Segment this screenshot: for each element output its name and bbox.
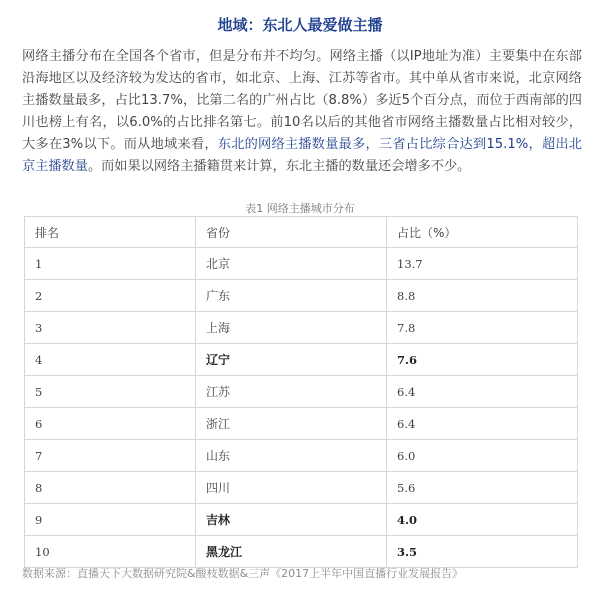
cell-province: 浙江 (196, 408, 387, 440)
paragraph-text: 网络主播分布在全国各个省市，但是分布并不均匀。网络主播（以IP地址为准）主要集中在东部沿海地区以及经济较为发达的省市，如北京、上海、江苏等省市。其中单从省市来说，北京网络主播数量最多，占比13.7%，比第二名的广州占比（8.8%）多近5个百分点，而位于西南部的四川也榜上有名，以6.0%的占比排名第七。前10名以后的其他省市网络主播数量占比相对较少，大多在3%以下。而从地域来看， (22, 49, 582, 152)
cell-rank: 2 (25, 280, 196, 312)
cell-share: 7.8 (387, 312, 578, 344)
cell-share: 6.4 (387, 408, 578, 440)
cell-rank: 9 (25, 504, 196, 536)
table-header-row (25, 217, 578, 248)
cell-share: 4.0 (387, 504, 578, 536)
cell-province: 辽宁 (196, 344, 387, 376)
paragraph-highlight: 东北的网络主播数量最多，三省占比综合达到15.1%，超出北京主播数量 (22, 137, 582, 174)
cell-share: 7.6 (387, 344, 578, 376)
table-row (25, 408, 578, 440)
table-row (25, 344, 578, 376)
header-rank: 排名 (25, 217, 196, 248)
data-source-note: 数据来源：直播天下大数据研究院&酸枝数据&三声《2017上半年中国直播行业发展报告》 (22, 567, 464, 580)
cell-rank: 3 (25, 312, 196, 344)
table-row (25, 536, 578, 568)
paragraph-text: 。而如果以网络主播籍贯来计算，东北主播的数量还会增多不少。 (87, 159, 471, 174)
cell-province: 山东 (196, 440, 387, 472)
cell-province: 江苏 (196, 376, 387, 408)
table-row (25, 440, 578, 472)
cell-rank: 6 (25, 408, 196, 440)
cell-province: 广东 (196, 280, 387, 312)
table-caption: 表1 网络主播城市分布 (245, 202, 355, 215)
cell-share: 5.6 (387, 472, 578, 504)
cell-rank: 1 (25, 248, 196, 280)
cell-rank: 7 (25, 440, 196, 472)
cell-share: 8.8 (387, 280, 578, 312)
cell-province: 上海 (196, 312, 387, 344)
cell-share: 3.5 (387, 536, 578, 568)
cell-rank: 4 (25, 344, 196, 376)
cell-rank: 5 (25, 376, 196, 408)
cell-province: 北京 (196, 248, 387, 280)
city-distribution-table (24, 216, 578, 568)
cell-share: 6.0 (387, 440, 578, 472)
cell-province: 黑龙江 (196, 536, 387, 568)
cell-rank: 8 (25, 472, 196, 504)
cell-share: 6.4 (387, 376, 578, 408)
table-body (25, 248, 578, 568)
table-row (25, 312, 578, 344)
table-row (25, 248, 578, 280)
table-row (25, 472, 578, 504)
cell-province: 吉林 (196, 504, 387, 536)
table-row (25, 504, 578, 536)
cell-share: 13.7 (387, 248, 578, 280)
article-paragraph (22, 46, 582, 178)
table-row (25, 280, 578, 312)
header-province: 省份 (196, 217, 387, 248)
article-title: 地域：东北人最爱做主播 (217, 16, 383, 34)
cell-province: 四川 (196, 472, 387, 504)
header-share: 占比（%） (387, 217, 578, 248)
cell-rank: 10 (25, 536, 196, 568)
table-row (25, 376, 578, 408)
